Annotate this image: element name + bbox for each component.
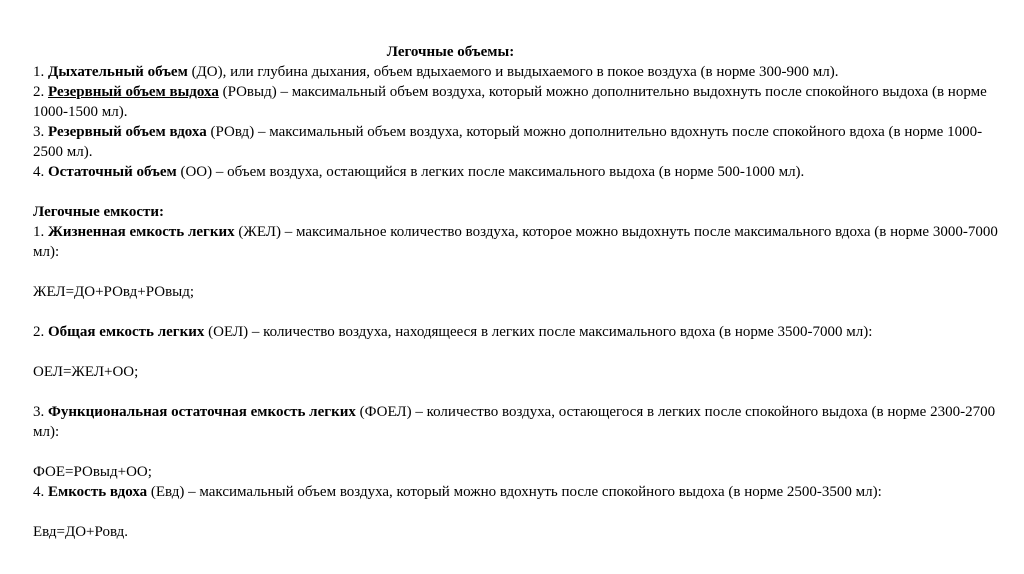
item-number: 4. [33, 484, 48, 500]
item-number: 3. [33, 404, 48, 420]
item-term: Жизненная емкость легких [48, 224, 235, 240]
capacity-item-vital [33, 222, 1008, 262]
item-term: Резервный объем вдоха [48, 124, 207, 140]
volume-item-inspiratory-reserve [33, 122, 1008, 162]
formula-inspiratory: Евд=ДО+Ровд. [33, 524, 129, 540]
spacer [33, 502, 1008, 522]
volume-item-expiratory-reserve [33, 82, 1008, 122]
item-definition: (ДО), или глубина дыхания, объем вдыхаемого и выдыхаемого в покое воздуха (в норме 300-900 мл). [187, 64, 839, 80]
item-definition: (РОвыд) – максимальный объем воздуха, который можно дополнительно выдохнуть после спокойного выдоха (в норме 1000-1500 мл). [33, 84, 987, 120]
formula-functional: ФОЕ=РОвыд+ОО; [33, 464, 152, 480]
capacity-item-total [33, 322, 1008, 342]
volume-item-residual [33, 162, 1008, 182]
spacer [33, 442, 1008, 462]
item-definition: (ЖЕЛ) – максимальное количество воздуха, которое можно выдохнуть после максимального вдоха (в норме 3000-7000 мл): [33, 224, 998, 260]
item-term: Функциональная остаточная емкость легких [48, 404, 356, 420]
item-definition: (ОЕЛ) – количество воздуха, находящееся в легких после максимального вдоха (в норме 3500-7000 мл): [204, 324, 873, 340]
spacer [33, 342, 1008, 362]
formula-vital: ЖЕЛ=ДО+РОвд+РОвыд; [33, 284, 195, 300]
item-term: Емкость вдоха [48, 484, 148, 500]
item-term: Общая емкость легких [48, 324, 205, 340]
formula-total: ОЕЛ=ЖЕЛ+ОО; [33, 364, 139, 380]
item-number: 3. [33, 124, 48, 140]
item-definition: (РОвд) – максимальный объем воздуха, который можно дополнительно вдохнуть после спокойного вдоха (в норме 1000-2500 мл). [33, 124, 983, 160]
item-term: Остаточный объем [48, 164, 177, 180]
item-definition: (Евд) – максимальный объем воздуха, который можно вдохнуть после спокойного выдоха (в норме 2500-3500 мл): [147, 484, 882, 500]
document-body [33, 42, 1008, 542]
item-number: 1. [33, 224, 48, 240]
item-number: 2. [33, 84, 48, 100]
spacer [33, 382, 1008, 402]
spacer [33, 302, 1008, 322]
volume-item-tidal [33, 62, 1008, 82]
item-number: 4. [33, 164, 48, 180]
item-number: 1. [33, 64, 48, 80]
item-term: Резервный объем выдоха [48, 84, 219, 100]
item-definition: (ФОЕЛ) – количество воздуха, остающегося в легких после спокойного выдоха (в норме 2300-2700 мл): [33, 404, 996, 440]
volumes-title: Легочные объемы: [386, 44, 515, 60]
capacity-item-inspiratory [33, 482, 1008, 502]
spacer [33, 182, 1008, 202]
item-definition: (ОО) – объем воздуха, остающийся в легких после максимального выдоха (в норме 500-1000 мл). [176, 164, 805, 180]
spacer [33, 262, 1008, 282]
item-term: Дыхательный объем [48, 64, 188, 80]
capacities-title: Легочные емкости: [33, 204, 164, 220]
capacity-item-functional [33, 402, 1008, 442]
item-number: 2. [33, 324, 48, 340]
